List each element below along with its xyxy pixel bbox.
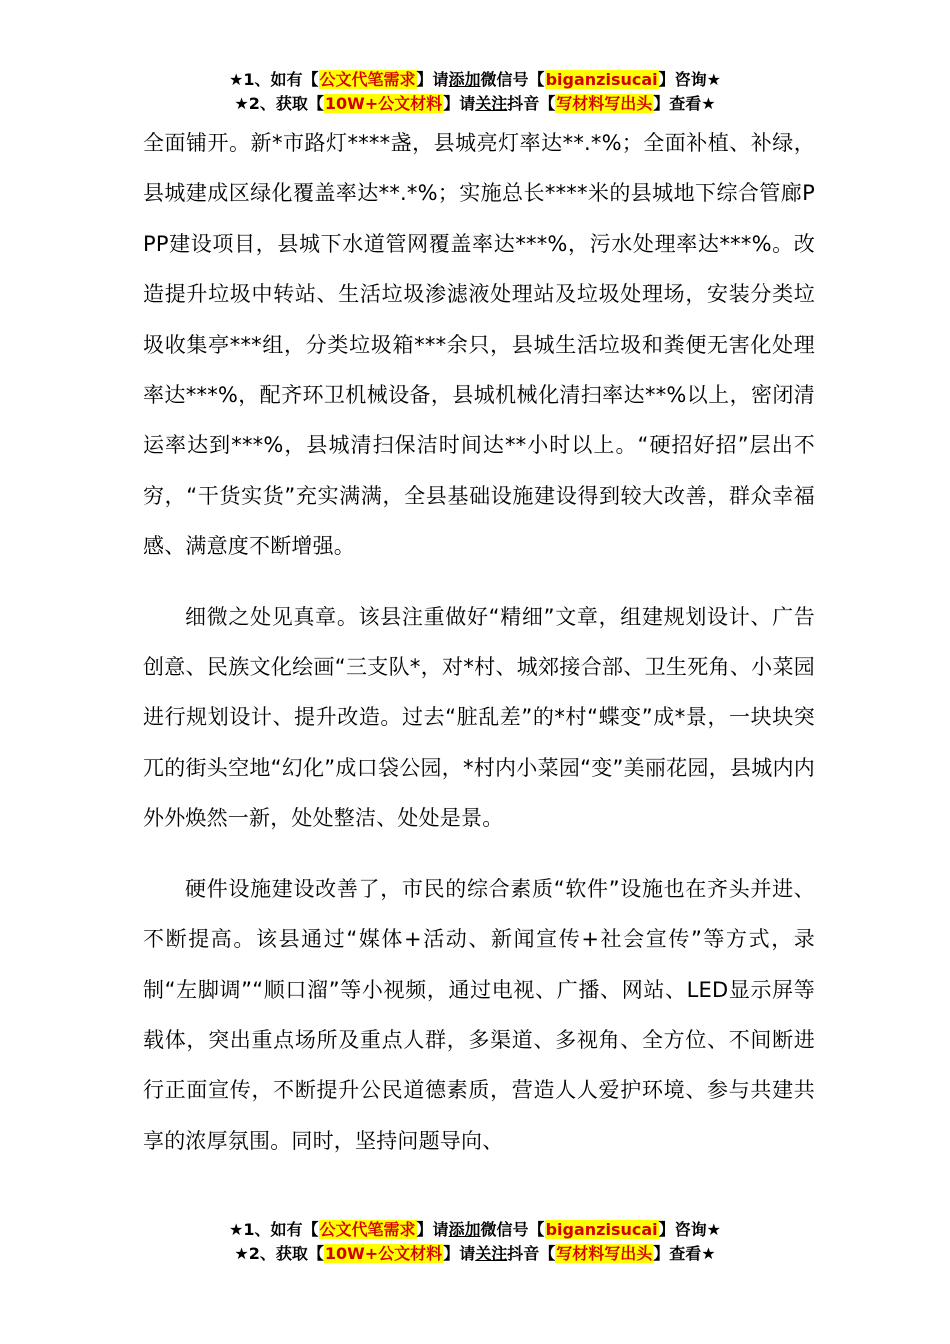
banner-text: 微信号【: [480, 70, 545, 89]
banner-underlined-text: 关注: [475, 94, 508, 113]
banner-text: 】请: [416, 1220, 449, 1239]
banner-highlight: biganzisucai: [545, 1220, 658, 1239]
banner-line-1: [0, 1218, 950, 1242]
banner-text: 】请: [443, 94, 476, 113]
banner-highlight: biganzisucai: [545, 70, 658, 89]
banner-highlight: 写材料写出头: [556, 94, 653, 113]
banner-highlight: 10W+公文材料: [324, 94, 443, 113]
document-body: [143, 118, 815, 1166]
banner-text: 抖音【: [507, 1244, 556, 1263]
banner-text: 抖音【: [507, 94, 556, 113]
banner-highlight: 公文代笔需求: [319, 70, 416, 89]
paragraph: 全面铺开。新*市路灯****盏，县城亮灯率达**.*%；全面补植、补绿，县城建成区绿化覆盖率达**.*%；实施总长****米的县城地下综合管廊PPP建设项目，县城下水道管网覆盖率达***%，污水处理率达***%。改造提升垃圾中转站、生活垃圾渗滤液处理站及垃圾处理场，安装分类垃圾收集亭***组，分类垃圾箱***余只，县城生活垃圾和粪便无害化处理率达***%，配齐环卫机械设备，县城机械化清扫率达**%以上，密闭清运率达到***%，县城清扫保洁时间达**小时以上。“硬招好招”层出不穷，“干货实货”充实满满，全县基础设施建设得到较大改善，群众幸福感、满意度不断增强。: [143, 131, 815, 559]
banner-line-1: [0, 68, 950, 92]
banner-text: ★1、如有【: [229, 70, 319, 89]
banner-text: 】查看★: [653, 1244, 716, 1263]
banner-text: 】请: [443, 1244, 476, 1263]
banner-highlight: 公文代笔需求: [319, 1220, 416, 1239]
footer-banner: [0, 1218, 950, 1266]
banner-line-2: [0, 92, 950, 116]
banner-text: 】查看★: [653, 94, 716, 113]
banner-line-2: [0, 1242, 950, 1266]
banner-text: 】咨询★: [658, 70, 721, 89]
banner-highlight: 10W+公文材料: [324, 1244, 443, 1263]
banner-text: ★1、如有【: [229, 1220, 319, 1239]
header-banner: [0, 68, 950, 116]
banner-text: ★2、获取【: [234, 94, 324, 113]
banner-highlight: 写材料写出头: [556, 1244, 653, 1263]
banner-underlined-text: 关注: [475, 1244, 508, 1263]
banner-text: 】咨询★: [658, 1220, 721, 1239]
banner-text: 】请: [416, 70, 449, 89]
banner-text: 微信号【: [480, 1220, 545, 1239]
banner-underlined-text: 添加: [448, 70, 481, 89]
paragraph: 细微之处见真章。该县注重做好“精细”文章，组建规划设计、广告创意、民族文化绘画“三支队*，对*村、城郊接合部、卫生死角、小菜园进行规划设计、提升改造。过去“脏乱差”的*村“蝶变”成*景，一块块突兀的街头空地“幻化”成口袋公园，*村内小菜园“变”美丽花园，县城内内外外焕然一新，处处整洁、处处是景。: [143, 604, 815, 831]
banner-text: ★2、获取【: [234, 1244, 324, 1263]
paragraph: 硬件设施建设改善了，市民的综合素质“软件”设施也在齐头并进、不断提高。该县通过“媒体+活动、新闻宣传+社会宣传”等方式，录制“左脚调”“顺口溜”等小视频，通过电视、广播、网站、LED显示屏等载体，突出重点场所及重点人群，多渠道、多视角、全方位、不间断进行正面宣传，不断提升公民道德素质，营造人人爱护环境、参与共建共享的浓厚氛围。同时，坚持问题导向、: [143, 876, 815, 1153]
banner-underlined-text: 添加: [448, 1220, 481, 1239]
